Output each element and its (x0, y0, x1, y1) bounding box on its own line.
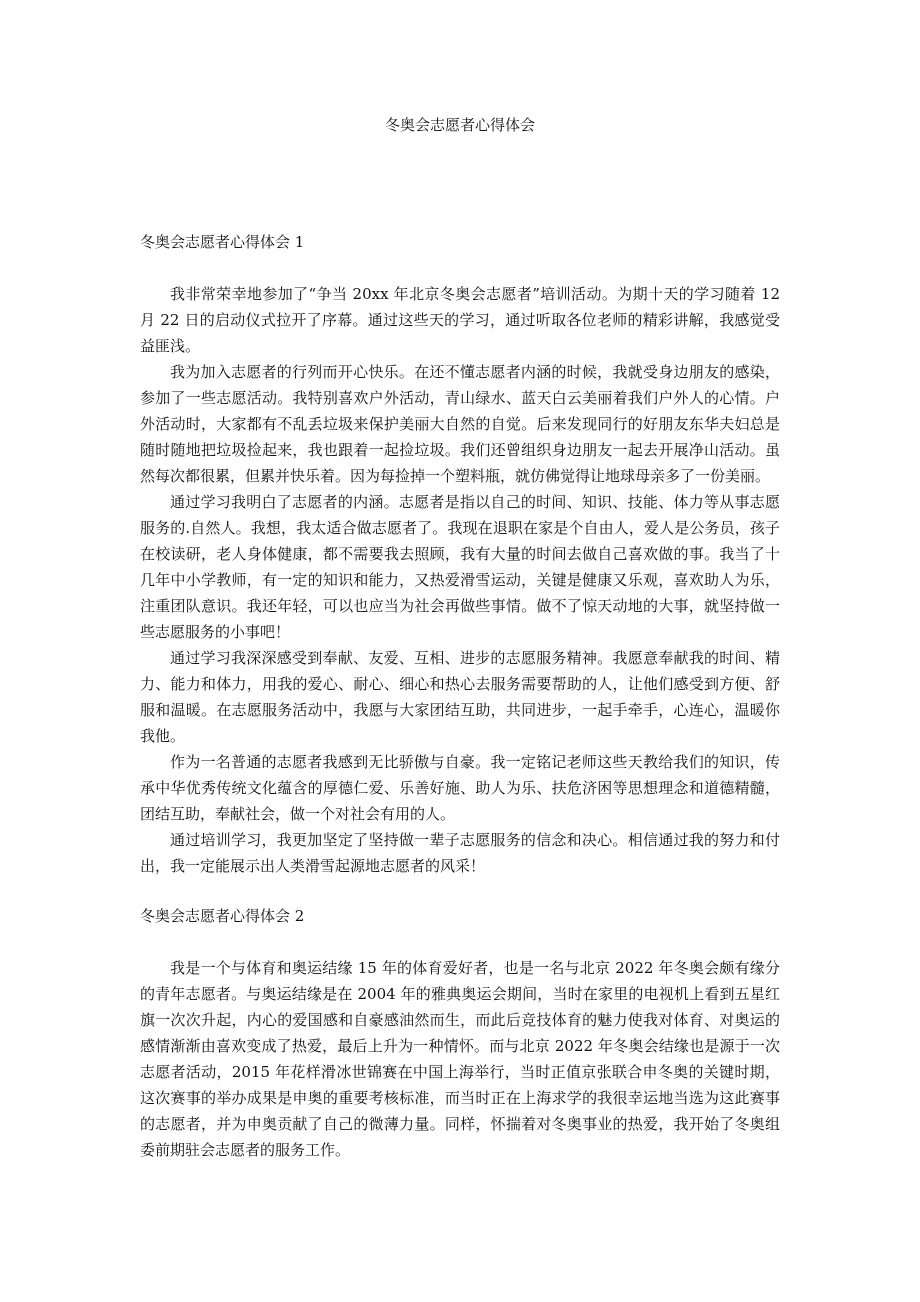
paragraph: 通过培训学习，我更加坚定了坚持做一辈子志愿服务的信念和决心。相信通过我的努力和付出，我一定能展示出人类滑雪起源地志愿者的风采！ (140, 831, 780, 875)
paragraph: 通过学习我明白了志愿者的内涵。志愿者是指以自己的时间、知识、技能、体力等从事志愿服务的.自然人。我想，我太适合做志愿者了。我现在退职在家是个自由人，爱人是公务员，孩子在校读研，老人身体健康，都不需要我去照顾，我有大量的时间去做自己喜欢做的事。我当了十几年中小学教师，有一定的知识和能力，又热爱滑雪运动，关键是健康又乐观，喜欢助人为乐，注重团队意识。我还年轻，可以也应当为社会再做些事情。做不了惊天动地的大事，就坚持做一些志愿服务的小事吧！ (140, 493, 780, 641)
section-heading: 冬奥会志愿者心得体会 1 (140, 233, 305, 251)
section-heading: 冬奥会志愿者心得体会 2 (140, 907, 305, 925)
paragraph: 作为一名普通的志愿者我感到无比骄傲与自豪。我一定铭记老师这些天教给我们的知识，传承中华优秀传统文化蕴含的厚德仁爱、乐善好施、助人为乐、扶危济困等思想理念和道德精髓，团结互助，奉献社会，做一个对社会有用的人。 (140, 753, 780, 823)
document-body (140, 229, 780, 1163)
document-title: 冬奥会志愿者心得体会 (384, 116, 535, 134)
paragraph: 我非常荣幸地参加了“争当 20xx 年北京冬奥会志愿者”培训活动。为期十天的学习随着 12 月 22 日的启动仪式拉开了序幕。通过这些天的学习，通过听取各位老师的精彩讲解，我感觉受益匪浅。 (140, 285, 780, 355)
paragraph: 通过学习我深深感受到奉献、友爱、互相、进步的志愿服务精神。我愿意奉献我的时间、精力、能力和体力，用我的爱心、耐心、细心和热心去服务需要帮助的人，让他们感受到方便、舒服和温暖。在志愿服务活动中，我愿与大家团结互助，共同进步，一起手牵手，心连心，温暖你我他。 (140, 649, 780, 745)
paragraph: 我为加入志愿者的行列而开心快乐。在还不懂志愿者内涵的时候，我就受身边朋友的感染，参加了一些志愿活动。我特别喜欢户外活动，青山绿水、蓝天白云美丽着我们户外人的心情。户外活动时，大家都有不乱丢垃圾来保护美丽大自然的自觉。后来发现同行的好朋友东华夫妇总是随时随地把垃圾捡起来，我也跟着一起捡垃圾。我们还曾组织身边朋友一起去开展净山活动。虽然每次都很累，但累并快乐着。因为每捡掉一个塑料瓶，就仿佛觉得让地球母亲多了一份美丽。 (140, 363, 780, 485)
paragraph: 我是一个与体育和奥运结缘 15 年的体育爱好者，也是一名与北京 2022 年冬奥会颇有缘分的青年志愿者。与奥运结缘是在 2004 年的雅典奥运会期间，当时在家里的电视机上看到五星红旗一次次升起，内心的爱国感和自豪感油然而生，而此后竞技体育的魅力使我对体育、对奥运的感情渐渐由喜欢变成了热爱，最后上升为一种情怀。而与北京 2022 年冬奥会结缘也是源于一次志愿者活动，2015 年花样滑冰世锦赛在中国上海举行，当时正值京张联合申冬奥的关键时期，这次赛事的举办成果是申奥的重要考核标准，而当时正在上海求学的我很幸运地当选为这此赛事的志愿者，并为申奥贡献了自己的微薄力量。同样，怀揣着对冬奥事业的热爱，我开始了冬奥组委前期驻会志愿者的服务工作。 (140, 959, 780, 1159)
